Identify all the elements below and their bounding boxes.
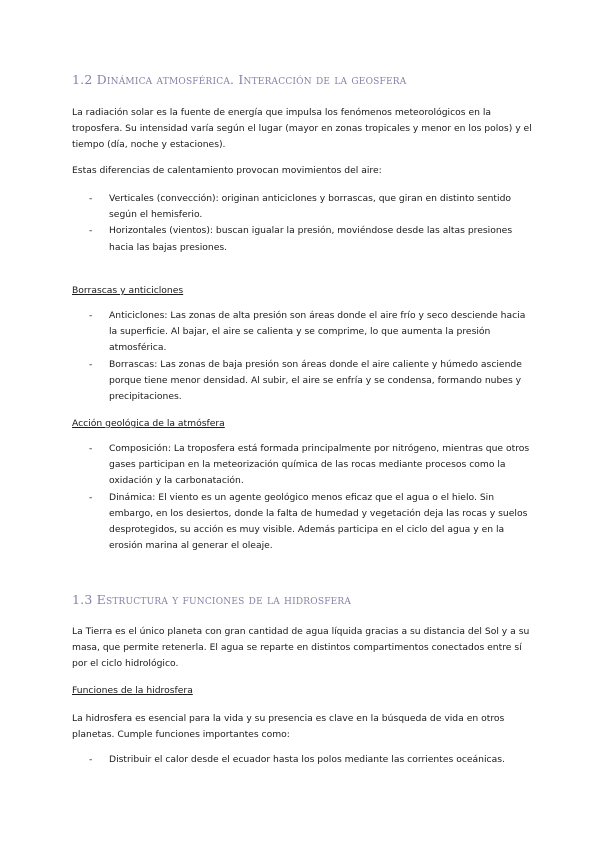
subheading-borrascas: Borrascas y anticiclones [72,285,184,296]
section-heading-hidrosfera: 1.3 Estructura y funciones de la hidrosfera [72,592,352,607]
dash-bullet: - [89,225,93,237]
paragraph-atmosfera-intro2: Estas diferencias de calentamiento provocan movimientos del aire: [72,165,382,176]
paragraph-atmosfera-intro: La radiación solar es la fuente de energía que impulsa los fenómenos meteorológicos en la troposfera. Su intensidad varía según el lugar (mayor en zonas tropicales y menor en los polos) y el tiempo (día, noche y estaciones). [72,107,532,151]
dash-bullet: - [89,754,93,765]
dash-bullet: - [89,491,93,503]
section-heading-atmosfera: 1.2 Dinámica atmosférica. Interacción de la geosfera [72,72,407,87]
list-item: - Verticales (convección): originan anticiclones y borrascas, que giran en distinto sentido según el hemisferio. [89,193,512,221]
dash-bullet: - [89,193,93,204]
paragraph-funciones-intro: La hidrosfera es esencial para la vida y su presencia es clave en la búsqueda de vida en otros planetas. Cumple funciones importantes como: [72,713,505,741]
list-item: - Distribuir el calor desde el ecuador hasta los polos mediante las corrientes oceánicas. [72,752,534,768]
list-item: - Dinámica: El viento es un agente geológico menos eficaz que el agua o el hielo. Sin embargo, en los desiertos, donde la falta de humedad y vegetación deja las rocas y suelos desprotegidos, su acción es muy visible. Además participa en el ciclo del agua y en la erosión marina al generar el oleaje. [89,491,528,552]
dash-bullet: - [89,358,93,370]
subheading-accion: Acción geológica de la atmósfera [72,418,225,429]
list-accion [72,441,534,554]
list-borrascas [72,308,534,405]
list-item: - Borrascas: Las zonas de baja presión son áreas donde el aire caliente y húmedo asciende porque tiene menor densidad. Al subir, el aire se enfría y se condensa, formando nubes y precipitaciones. [89,358,522,403]
dash-bullet: - [89,443,93,454]
list-funciones [72,752,534,768]
subheading-funciones: Funciones de la hidrosfera [72,685,193,696]
dash-bullet: - [89,310,93,321]
list-item: - Anticiclones: Las zonas de alta presión son áreas donde el aire frío y seco desciende hacia la superficie. Al bajar, el aire se calienta y se comprime, lo que aumenta la presión atmosférica. [89,310,526,354]
list-movimientos [72,191,534,256]
list-item: - Horizontales (vientos): buscan igualar la presión, moviéndose desde las altas presiones hacia las bajas presiones. [89,225,513,253]
list-item: - Composición: La troposfera está formada principalmente por nitrógeno, mientras que otros gases participan en la meteorización química de las rocas mediante procesos como la oxidación y la carbonatación. [89,443,530,487]
paragraph-hidrosfera-intro: La Tierra es el único planeta con gran cantidad de agua líquida gracias a su distancia del Sol y a su masa, que permite retenerla. El agua se reparte en distintos compartimentos conectados entre sí por el ciclo hidrológico. [72,626,530,670]
